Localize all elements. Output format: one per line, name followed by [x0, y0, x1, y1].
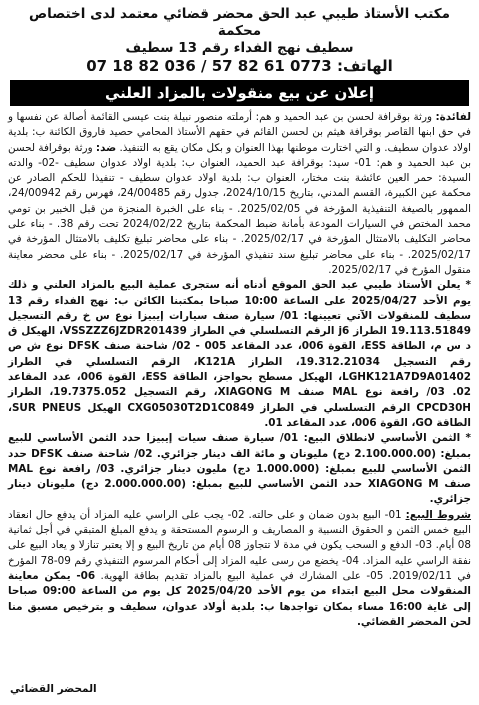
office-phone — [8, 58, 471, 75]
office-name: مكتب الأستاذ طيبي عبد الحق محضر قضائي معتمد لدى اختصاص محكمة — [29, 6, 450, 39]
terms-text: 01- البيع بدون ضمان و على حالته. 02- يجب على الراسي عليه المزاد أن يدفع حال انعقاد البيع خمس الثمن و الحقوق النسبية و المصاريف و الرسوم المستحقة و يدفع المبلغ المتبقي في أجل ثمانية 08 أيام. 03- الدفع و السحب يكون في مدة لا تتجاوز 08 أيام من تاريخ البيع و إلا يعتبر تنازلا و يعاد البيع على نفقة الراسي عليه المزاد. 04- يخضع من رسى عليه المزاد إلى أحكام المرسوم التنفيذي رقم 09-78 المؤرخ في 2019/02/11. 05- على المشارك في عملية البيع بالمزاد تقديم بطاقة الهوية. — [8, 508, 472, 582]
against-label: ضد: — [95, 141, 117, 154]
announcement-text: * يعلن الأستاذ طيبي عبد الحق الموقع أدناه أنه ستجرى عملية البيع بالمزاد العلني و ذلك يوم الأحد 2025/04/27 على الساعة 10:00 صباحا بمكتبنا الكائن ب: نهج الفداء رقم 13 سطيف للمنقولات الآتي تعيينها: 01/ سيارة صنف — [8, 279, 471, 322]
beneficiary-paragraph — [8, 110, 471, 278]
beneficiary-text: ورثة بوقرافة لحسن بن عبد الحميد و هم: أرملته منصور نبيلة بنت عيسى القائمة أصالة عن نفسها و في حق ابنها القاصر بوقرافة هيثم بن لحسن القائم في حقهم الأستاذ المحامي حصيد فاروق الكائنة ب: بلدية اولاد عدوان سطيف. و التي اختارت موطنها بهذا العنوان و بكل مكان يقع به التنفيذ. — [8, 111, 471, 154]
inspection-text: 06- يمكن معاينة المنقولات محل البيع ابتداء من يوم الأحد 2025/04/20 كل يوم من الساعة 09:00 صباحا إلى غاية 16:00 مساء بمكان تواجدها ب: بلدية أولاد عدوان، سطيف و بترخيص مسبق منا لحن المحضر القضائي. — [8, 569, 471, 628]
office-header — [8, 6, 471, 75]
against-text: ورثة بوقرافة لحسن بن عبد الحميد و هم: 01- سيد: بوقرافة عبد الحميد، العنوان ب: بلدية اولاد عدوان سطيف -02- والدته السيدة: حمر العين عائشة بنت مختار، العنوان ب: بلدية اولاد عدوان سطيف - تنفيذا للحكم الصادر عن محكمة عين الكبيرة، القسم المدني، بتاريخ 2024/10/15، جدول رقم 24/00485، فهرس رقم 24/00942، الممهور بالصيغة التنفيذية المؤرخة في 2025/02/05. - بناء على الخبرة المنجزة من قبل الخبير بن تومي محمد المختص في السيارات المودعة بأمانة ضبط المحكمة بتاريخ 2024/02/22 تحت رقم 38. - بناء على محاضر التكليف بالامتثال المؤرخة في 2025/02/17. - بناء على محاضر تبليغ تكليف بالامتثال المؤرخة في 2025/02/17. - بناء على محاضر تبليغ سند تنفيذي المؤرخة في 2025/02/17. - بناء على محضر معاينة منقول المؤرخ في 2025/02/17. — [8, 141, 472, 276]
phone-numbers: 07 18 82 036 / 57 82 61 0773 — [86, 57, 332, 75]
beneficiary-label: لفائدة: — [435, 111, 471, 123]
terms-label: شروط البيع: — [405, 508, 471, 521]
bailiff-signature: المحضر القضائي — [10, 683, 97, 695]
terms-paragraph — [8, 508, 471, 630]
vehicles-list: سيارات إيبيزا نوع س خ رقم التسجيل 19.113.51849 الطراز j6 الرقم التسلسلي في الطراز VSSZZZ6JZDR201439، الهيكل ق د س م، الطاقة ESS، القوة 006، عدد المقاعد 005 - 02/ شاحنة صنف DFSK نوع ش ص رقم التسجيل 19.312.21034، الطراز K121A، الرقم التسلسلي في الطراز LGHK121A7D9A01402، الهيكل مسطح بحواجز، الطاقة ESS، القوة 006، عدد المقاعد 02. 03/ رافعة نوع MAL صنف XIAGONG M، رقم التسجيل 19.7375.052، الطراز CPCD30H الرقم التسلسلي في الطراز CXG05030T2D1C0849 الهيكل SUR PNEUS، الطاقة GO، القوة 006، عدد المقاعد 01. — [8, 309, 471, 429]
office-address: سطيف نهج الفداء رقم 13 سطيف — [125, 40, 354, 56]
sale-announcement — [8, 278, 471, 431]
phone-label: الهاتف: — [336, 57, 393, 75]
notice-title-banner: إعلان عن بيع منقولات بالمزاد العلني — [10, 80, 469, 106]
notice-body — [8, 110, 471, 630]
base-price-paragraph: * الثمن الأساسي لانطلاق البيع: 01/ سيارة صنف سيات إيبيزا حدد الثمن الأساسي للبيع بمبلغ: (2.100.000.00 دج) مليونان و مائة الف دينار جزائري. 02/ شاحنة صنف DFSK حدد الثمن الأساسي للبيع بمبلغ: (1.000.000 دج) مليون دينار جزائري. 03/ رافعة نوع MAL صنف XIAGONG M حدد الثمن الأساسي للبيع بمبلغ: (2.000.000.00 دج) مليونان دينار جزائري. — [8, 432, 472, 506]
